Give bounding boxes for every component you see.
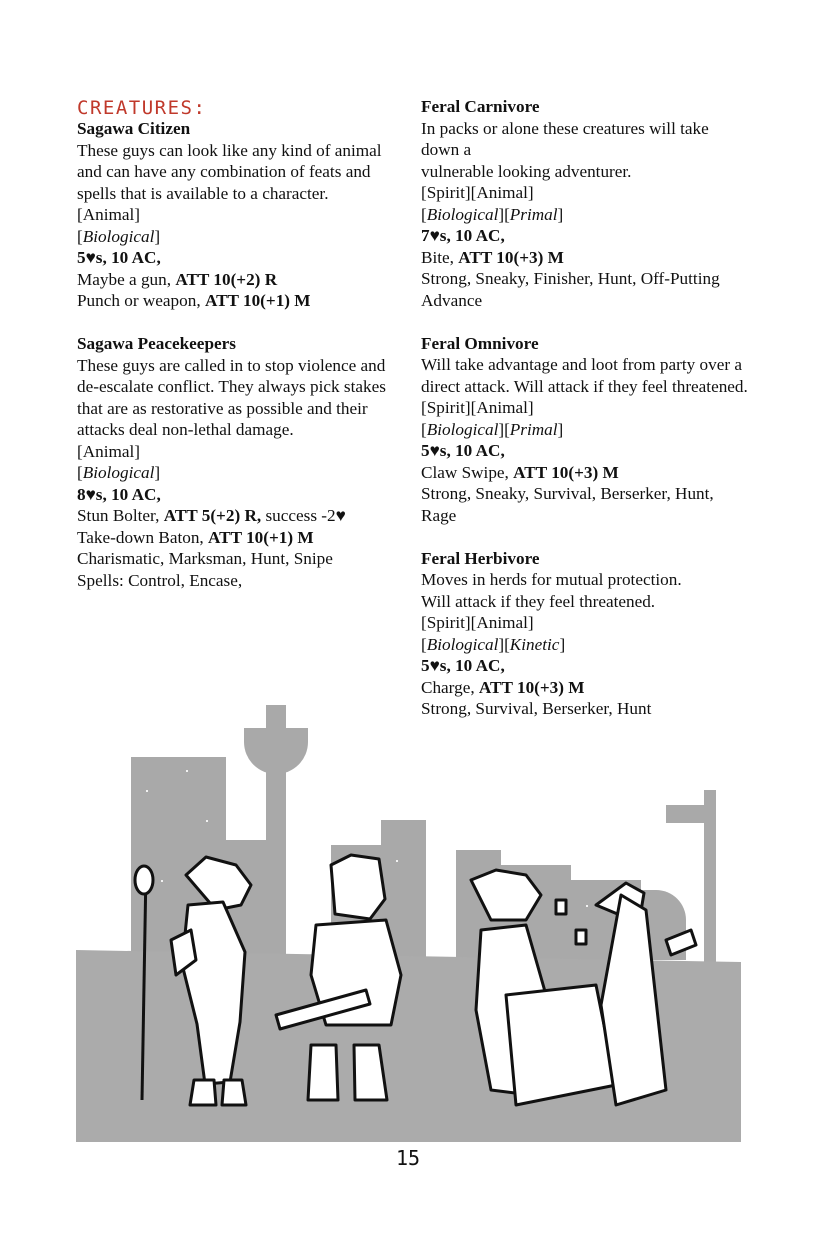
creature-entry-sagawa-peacekeepers [77,333,392,591]
creature-tags: [Biological] [77,226,161,246]
creature-attack: Bite, ATT 10(+3) M [421,247,564,267]
creature-tags: [Animal] [77,441,141,461]
left-column [77,96,392,591]
creature-description: In packs or alone these creatures will take down a [421,118,709,159]
creature-name: Sagawa Peacekeepers [77,334,236,353]
creature-entry-feral-herbivore [421,548,751,720]
creature-description: Moves in herds for mutual protection. [421,570,682,589]
creature-name: Feral Herbivore [421,548,540,568]
creature-name: Feral Carnivore [421,97,540,116]
creature-attack: Stun Bolter, ATT 5(+2) R, success -2♥ [77,506,346,525]
creature-attack: Maybe a gun, ATT 10(+2) R [77,269,278,289]
creature-feats: Strong, Sneaky, Survival, Berserker, Hunt, Rage [421,484,714,525]
creature-tags: [Animal] [77,205,141,224]
creature-description: vulnerable looking adventurer. [421,161,632,181]
creature-feats: Strong, Survival, Berserker, Hunt [421,699,652,718]
creature-tags: [Biological][Primal] [421,419,564,439]
creature-description: Will take advantage and loot from party over a direct attack. Will attack if they feel threatened. [421,355,748,396]
creature-tags: [Spirit][Animal] [421,183,534,202]
creature-stats: 5♥s, 10 AC, [421,656,505,675]
creature-attack: Punch or weapon, ATT 10(+1) M [77,291,311,310]
creature-spells: Spells: Control, Encase, [77,570,243,590]
creature-feats: Charismatic, Marksman, Hunt, Snipe [77,549,333,568]
creature-attack: Claw Swipe, ATT 10(+3) M [421,462,619,482]
creature-entry-feral-omnivore [421,333,751,527]
creature-tags: [Biological][Primal] [421,204,564,224]
page-number: 15 [395,1146,421,1170]
creature-entry-feral-carnivore [421,96,751,311]
creature-name: Sagawa Citizen [77,119,191,138]
creature-stats: 5♥s, 10 AC, [77,248,161,267]
creature-description: These guys are called in to stop violence and de-escalate conflict. They always pick stakes that are as restorative as possible and their attacks deal non-lethal damage. [77,355,386,439]
creature-stats: 5♥s, 10 AC, [421,441,505,460]
creature-stats: 8♥s, 10 AC, [77,484,161,504]
creature-tags: [Biological][Kinetic] [421,634,566,654]
creature-description: These guys can look like any kind of animal and can have any combination of feats and spells that is available to a character. [77,140,382,203]
creature-tags: [Spirit][Animal] [421,398,534,417]
right-column [421,96,751,720]
creature-attack: Take-down Baton, ATT 10(+1) M [77,527,314,547]
creature-tags: [Biological] [77,463,161,482]
creature-attack: Charge, ATT 10(+3) M [421,677,585,697]
creature-stats: 7♥s, 10 AC, [421,226,505,245]
creature-name: Feral Omnivore [421,333,539,353]
section-title: CREATURES: [77,97,207,119]
city-creatures-illustration [76,700,741,1142]
creature-feats: Strong, Sneaky, Finisher, Hunt, Off-Putting Advance [421,269,720,310]
creature-entry-sagawa-citizen [77,118,392,312]
creature-description: Will attack if they feel threatened. [421,591,656,611]
creature-tags: [Spirit][Animal] [421,613,534,632]
